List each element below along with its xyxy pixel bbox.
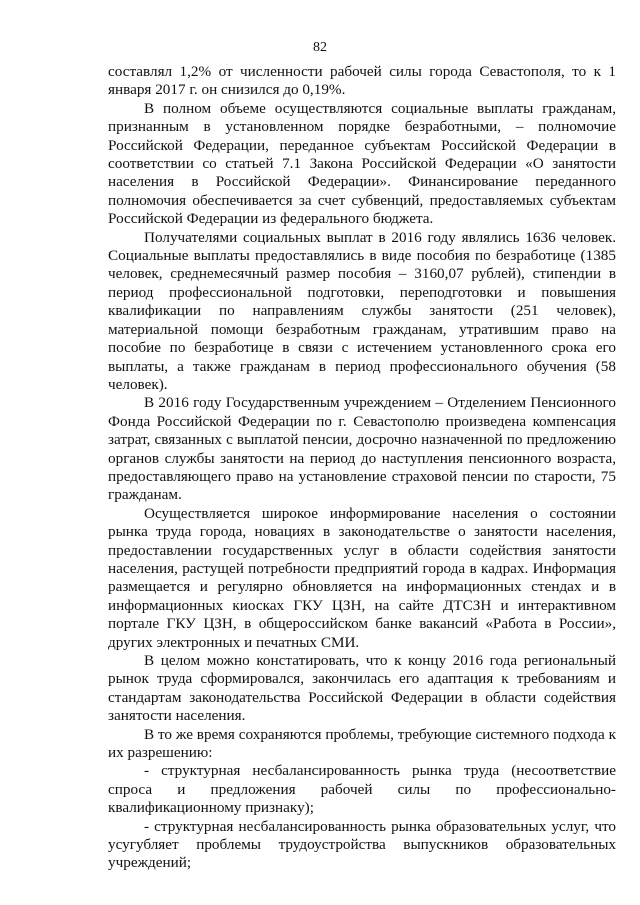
- paragraph-7: В то же время сохраняются проблемы, требующие системного подхода к их разрешению:: [108, 725, 616, 762]
- document-body: [108, 63, 616, 873]
- paragraph-6: В целом можно констатировать, что к концу 2016 года региональный рынок труда сформировался, закончилась его адаптация к требованиям и стандартам законодательства Российской Федерации в области содействия занятости населения.: [108, 652, 616, 725]
- page-number: 82: [313, 40, 327, 55]
- paragraph-3: Получателями социальных выплат в 2016 году являлись 1636 человек. Социальные выплаты предоставлялись в виде пособия по безработице (1385 человек, среднемесячный размер пособия – 3160,07 рублей), стипендии в период профессиональной подготовки, переподготовки и повышения квалификации по направлениям службы занятости (251 человек), материальной помощи безработным гражданам, утратившим право на пособие по безработице в связи с истечением установленного срока его выплаты, а также гражданам в период профессионального обучения (58 человек).: [108, 228, 616, 393]
- paragraph-4: В 2016 году Государственным учреждением – Отделением Пенсионного Фонда Российской Федерации по г. Севастополю произведена компенсация затрат, связанных с выплатой пенсии, досрочно назначенной по предложению органов службы занятости на период до наступления пенсионного возраста, предоставляющего право на установление страховой пенсии по старости, 75 гражданам.: [108, 394, 616, 504]
- paragraph-5: Осуществляется широкое информирование населения о состоянии рынка труда города, новациях в законодательстве о занятости населения, предоставлении государственных услуг в области содействия занятости населения, растущей потребности предприятий города в кадрах. Информация размещается и регулярно обновляется на информационных стендах и в информационных киосках ГКУ ЦЗН, на сайте ДТСЗН и интерактивном портале ГКУ ЦЗН, в общероссийском банке вакансий «Работа в России», других электронных и печатных СМИ.: [108, 504, 616, 651]
- paragraph-1: составлял 1,2% от численности рабочей силы города Севастополя, то к 1 января 2017 г. он снизился до 0,19%.: [108, 63, 616, 99]
- list-item-2: - структурная несбалансированность рынка образовательных услуг, что усугубляет проблемы трудоустройства выпускников образовательных учреждений;: [108, 817, 616, 872]
- paragraph-2: В полном объеме осуществляются социальные выплаты гражданам, признанным в установленном порядке безработными, – полномочие Российской Федерации, переданное субъектам Российской Федерации в соответствии со статьей 7.1 Закона Российской Федерации «О занятости населения в Российской Федерации». Финансирование переданного полномочия обеспечивается за счет субвенций, предоставляемых субъектам Российской Федерации из федерального бюджета.: [108, 99, 616, 228]
- list-item-1: - структурная несбалансированность рынка труда (несоответствие спроса и предложения рабочей силы по профессионально-квалификационному признаку);: [108, 762, 616, 817]
